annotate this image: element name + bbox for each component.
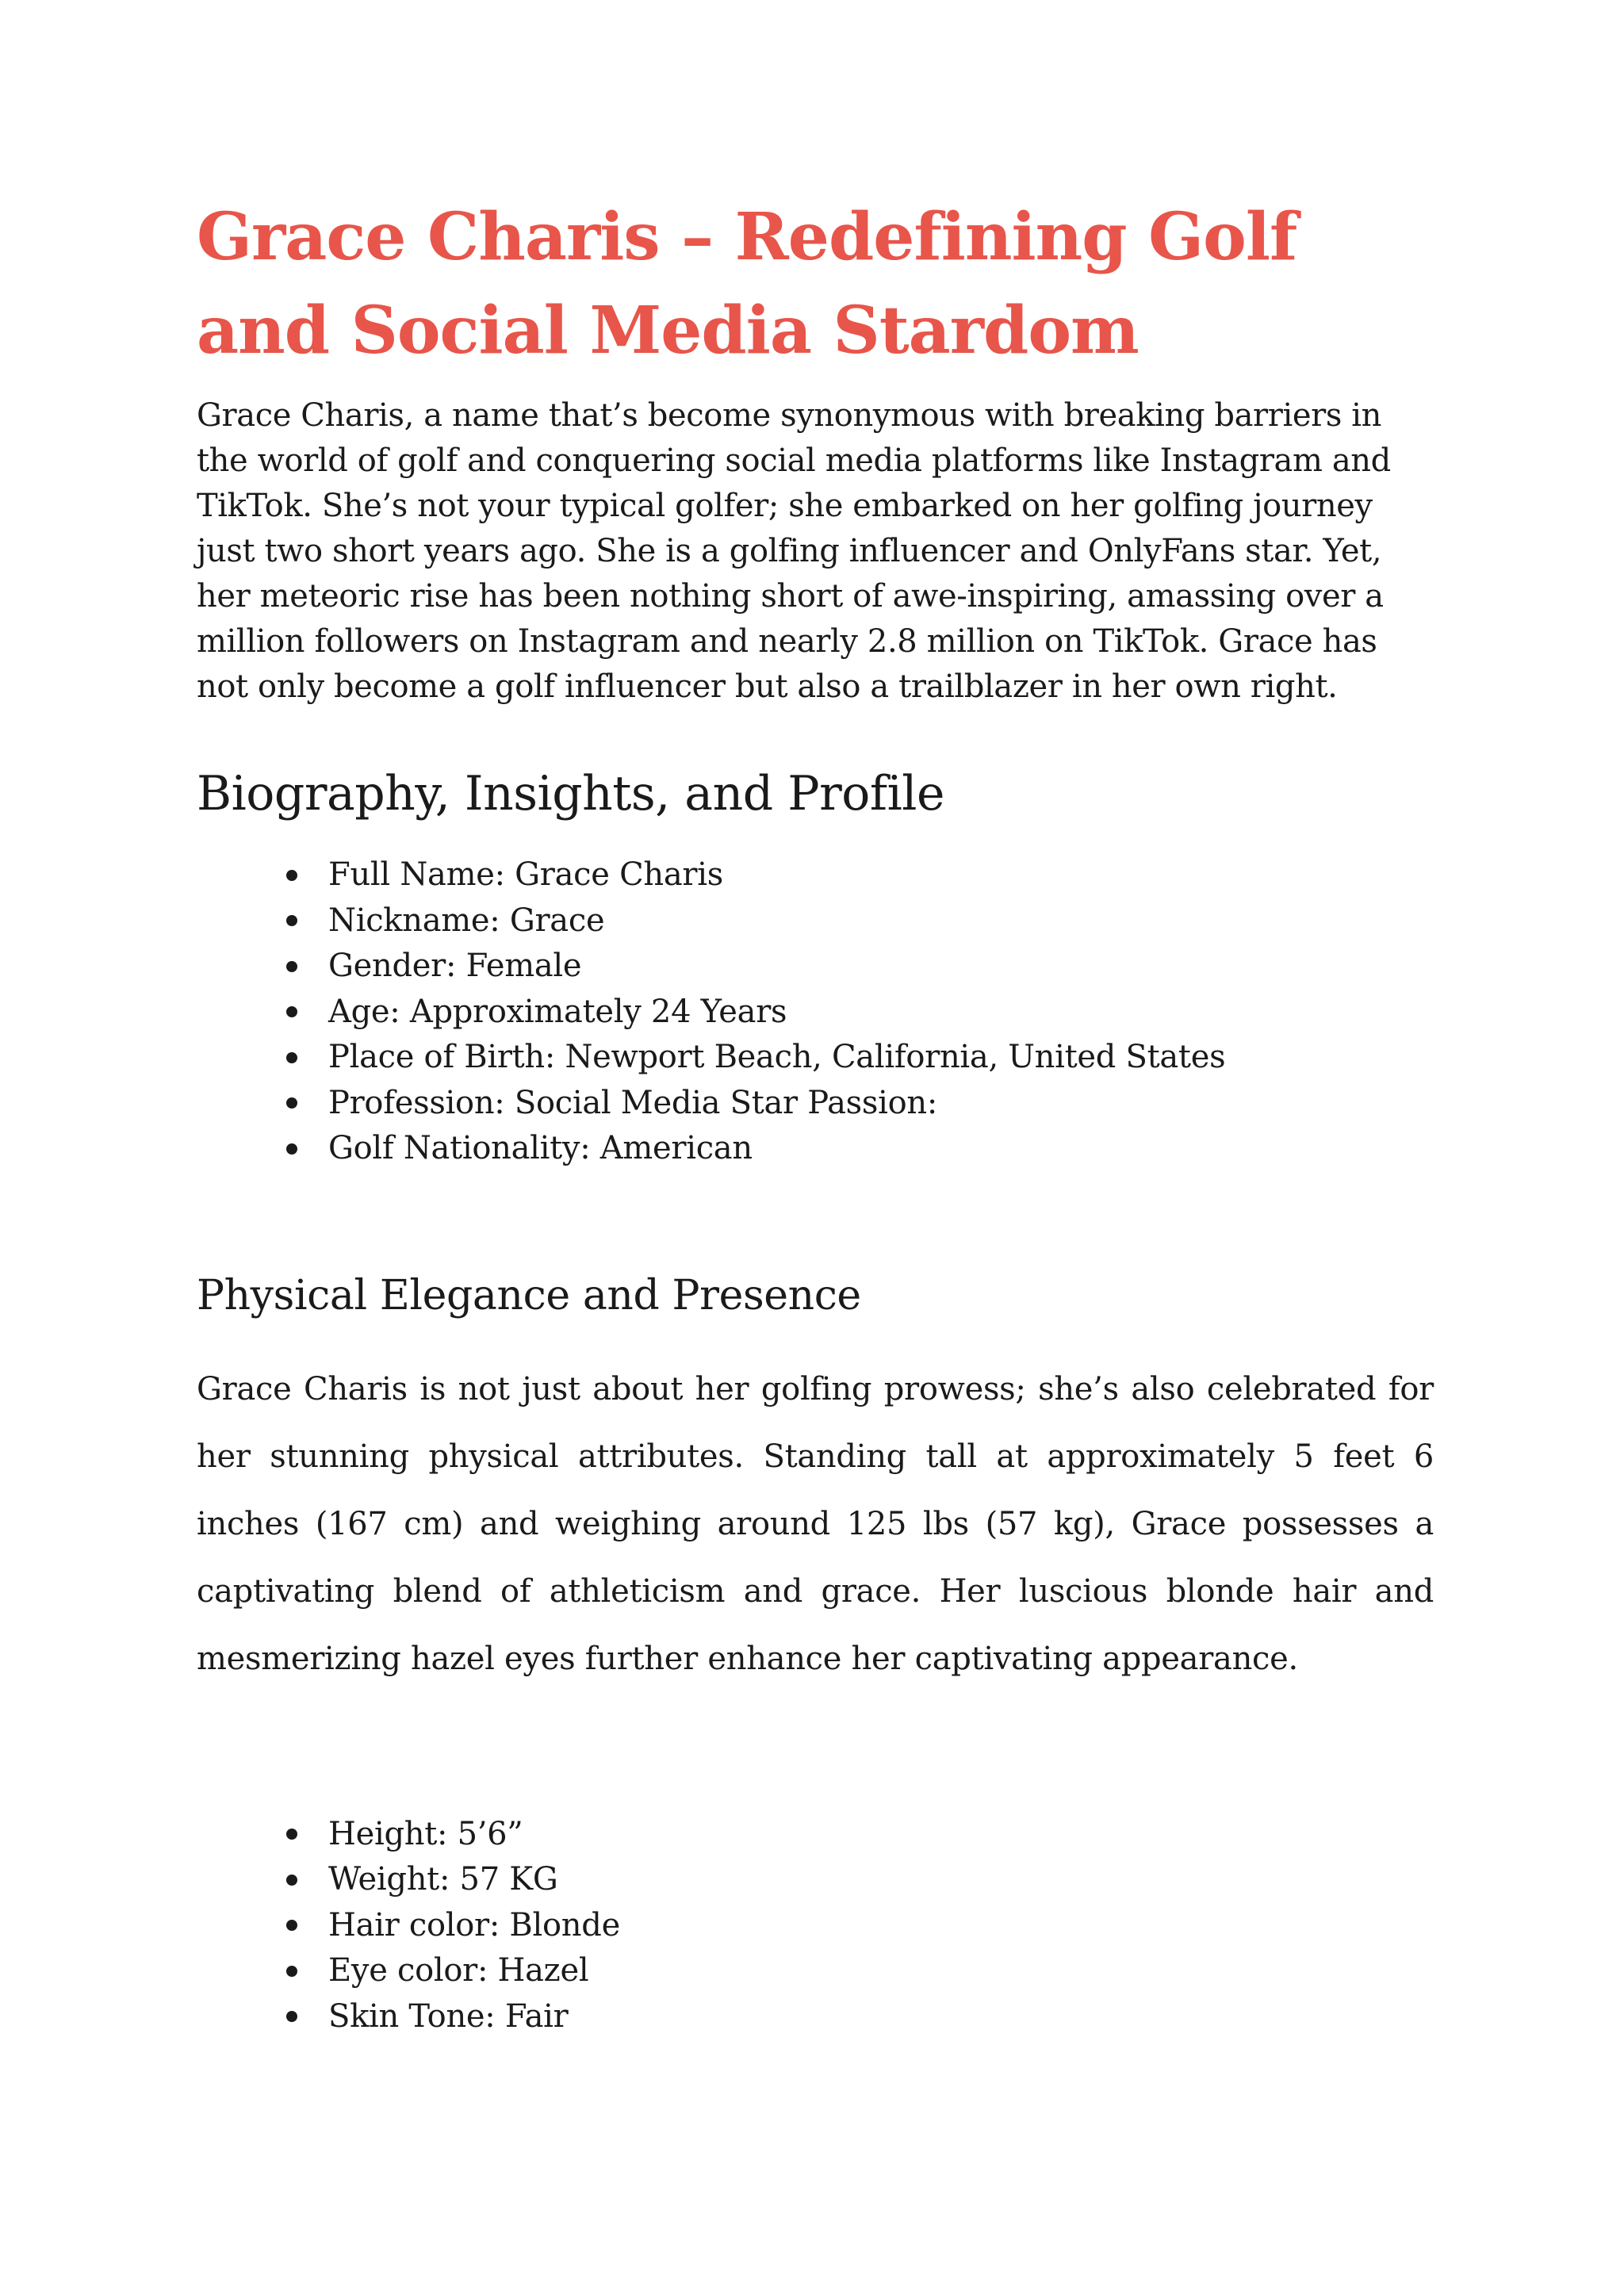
bio-list-item — [197, 1081, 1434, 1127]
bullet-icon — [284, 990, 300, 1036]
bullet-icon — [284, 898, 300, 944]
bio-list-item — [197, 898, 1434, 944]
bio-list-item — [197, 852, 1434, 898]
bio-list-item — [197, 1035, 1434, 1081]
bullet-icon — [284, 1857, 300, 1903]
bio-item-text: Nickname: Grace — [328, 902, 605, 939]
physical-list-item — [197, 1948, 1434, 1994]
bio-list — [197, 852, 1434, 1172]
bullet-icon — [284, 1994, 300, 2040]
bullet-icon — [284, 1081, 300, 1127]
physical-list-item — [197, 1903, 1434, 1949]
physical-list — [197, 1812, 1434, 2040]
document-content — [197, 190, 1434, 2039]
bullet-icon — [284, 1126, 300, 1172]
intro-paragraph: Grace Charis, a name that’s become synonymous with breaking barriers in the world of golf and conquering social media platforms like Instagram and TikTok. She’s not your typical golfer; she embarked on her golfing journey just two short years ago. She is a golfing influencer and OnlyFans star. Yet, her meteoric rise has been nothing short of awe-inspiring, amassing over a million followers on Instagram and nearly 2.8 million on TikTok. Grace has not only become a golf influencer but also a trailblazer in her own right. — [197, 397, 1391, 705]
bullet-icon — [284, 852, 300, 898]
bio-list-item — [197, 990, 1434, 1036]
physical-heading: Physical Elegance and Presence — [197, 1271, 861, 1319]
bio-item-text: Age: Approximately 24 Years — [328, 993, 787, 1030]
bullet-icon — [284, 1948, 300, 1994]
bullet-icon — [284, 944, 300, 990]
bio-list-item — [197, 944, 1434, 990]
physical-item-text: Height: 5’6” — [328, 1815, 523, 1852]
physical-item-text: Eye color: Hazel — [328, 1952, 589, 1989]
physical-item-text: Hair color: Blonde — [328, 1906, 620, 1944]
bio-item-text: Full Name: Grace Charis — [328, 856, 723, 893]
physical-item-text: Weight: 57 KG — [328, 1861, 558, 1898]
article-title: Grace Charis – Redefining Golf and Social Media Stardom — [197, 199, 1297, 369]
bio-item-text: Profession: Social Media Star Passion: — [328, 1084, 937, 1121]
physical-list-item — [197, 1857, 1434, 1903]
physical-list-item — [197, 1994, 1434, 2040]
physical-list-item — [197, 1812, 1434, 1858]
bullet-icon — [284, 1035, 300, 1081]
physical-paragraph: Grace Charis is not just about her golfing prowess; she’s also celebrated for her stunning physical attributes. Standing tall at approximately 5 feet 6 inches (167 cm) and weighing around 125 lbs (57 kg), Grace possesses a captivating blend of athleticism and grace. Her luscious blonde hair and mesmerizing hazel eyes further enhance her captivating appearance. — [197, 1370, 1434, 1677]
bullet-icon — [284, 1903, 300, 1949]
bio-list-item — [197, 1126, 1434, 1172]
bio-item-text: Place of Birth: Newport Beach, California, United States — [328, 1039, 1226, 1075]
bullet-icon — [284, 1812, 300, 1858]
bio-heading: Biography, Insights, and Profile — [197, 766, 944, 821]
bio-item-text: Gender: Female — [328, 948, 582, 984]
bio-item-text: Golf Nationality: American — [328, 1130, 753, 1166]
physical-item-text: Skin Tone: Fair — [328, 1997, 569, 2035]
